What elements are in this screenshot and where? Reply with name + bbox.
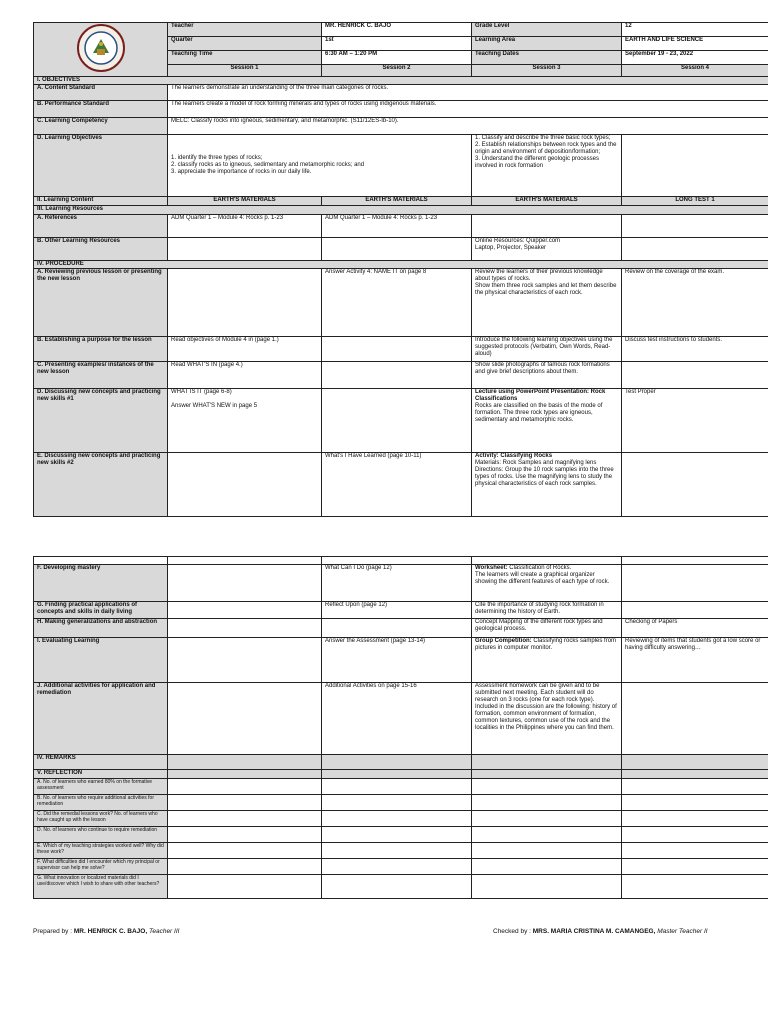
learning-resources-title: III. Learning Resources: [34, 206, 768, 215]
content-s1: EARTH'S MATERIALS: [168, 197, 322, 206]
lesson-log-table-top: [33, 22, 768, 517]
procedure-a-s3-line-1: Review the learners of their previous knowledge about types of rocks.: [475, 269, 603, 282]
procedure-f-s3-title-rest: Classification of Rocks.: [509, 565, 572, 571]
references-s2: ADM Quarter 1 – Module 4: Rocks p. 1-23: [322, 215, 472, 238]
objective-2: 2. classify rocks as to igneous, sedimentary and metamorphic rocks; and: [171, 162, 365, 168]
procedure-i-s3-body: Classifying rocks samples from pictures in computer monitor.: [475, 638, 617, 651]
procedure-c-s2: [322, 362, 472, 389]
procedure-e-s3-title: Activity: Classifying Rocks: [475, 453, 553, 459]
procedure-f-s3-body: The learners will create a graphical organizer showing the different features of each type of rock.: [475, 572, 610, 585]
checked-by-name: MRS. MARIA CRISTINA M. CAMANGEG,: [532, 928, 656, 935]
procedure-j-s2: Additional Activities on page 15-16: [322, 683, 472, 755]
procedure-e-s3-line-1: Materials: Rock Samples and magnifying lens: [475, 460, 597, 466]
grade-value: 12: [622, 23, 768, 37]
procedure-i-s3: [472, 638, 622, 683]
procedure-i-s2: Answer the Assessment (page 13-14): [322, 638, 472, 683]
procedure-c-s1: Read WHAT'S IN (page 4.): [168, 362, 322, 389]
procedure-a-s1: [168, 269, 322, 337]
procedure-e-label: E. Discussing new concepts and practicing new skills #2: [34, 453, 168, 517]
procedure-a-s4: Review on the coverage of the exam.: [622, 269, 768, 337]
teacher-value: MR. HENRICK C. BAJO: [322, 23, 472, 37]
content-s4: LONG TEST 1: [622, 197, 768, 206]
procedure-i-s3-title: Group Competition:: [475, 638, 532, 644]
procedure-g-label: G. Finding practical applications of concepts and skills in daily living: [34, 602, 168, 619]
reflection-c: C. Did the remedial lessons work? No. of learners who have caught up with the lesson: [34, 811, 168, 827]
other-resources-s3-line-1: Online Resources: Quipper.com: [475, 238, 561, 244]
procedure-d-s1-line-2: Answer WHAT'S NEW in page 5: [171, 403, 258, 409]
objective-3: 3. appreciate the importance of rocks in our daily life.: [171, 169, 312, 175]
performance-standard-label: B. Performance Standard: [34, 101, 168, 118]
procedure-i-s4: Reviewing of items that students got a low score or having difficulty answering…: [622, 638, 768, 683]
procedure-i-label: I. Evaluating Learning: [34, 638, 168, 683]
procedure-e-s1: [168, 453, 322, 517]
other-resources-s4: [622, 238, 768, 261]
procedure-f-s3-title: Worksheet:: [475, 565, 508, 571]
reflection-e: E. Which of my teaching strategies worked well? Why did these work?: [34, 843, 168, 859]
lesson-log-table-bottom: [33, 556, 768, 899]
school-logo-cell: [34, 23, 168, 77]
prepared-by-name: MR. HENRICK C. BAJO,: [73, 928, 148, 935]
session-1-header: Session 1: [168, 65, 322, 77]
performance-standard-value: The learners create a model of rock forming minerals and types of rocks using indigenous materials.: [168, 101, 768, 118]
dates-value: September 19 - 23, 2022: [622, 51, 768, 65]
area-label: Learning Area: [472, 37, 622, 51]
procedure-c-s3: Show slide photographs of famous rock formations and give brief descriptions about them.: [472, 362, 622, 389]
teacher-label: Teacher: [168, 23, 322, 37]
reflection-f: F. What difficulties did I encounter which my principal or supervisor can help me solve?: [34, 859, 168, 875]
references-s4: [622, 215, 768, 238]
procedure-f-label: F. Developing mastery: [34, 565, 168, 602]
quarter-label: Quarter: [168, 37, 322, 51]
remarks-title: IV. REMARKS: [34, 755, 168, 770]
session-2-header: Session 2: [322, 65, 472, 77]
time-value: 6:30 AM – 1:20 PM: [322, 51, 472, 65]
learning-objectives-s12: [168, 135, 472, 197]
prepared-by-label: Prepared by :: [33, 928, 73, 935]
procedure-d-s3-title: Lecture using PowerPoint Presentation: Rock Classifications: [475, 389, 606, 402]
session-4-header: Session 4: [622, 65, 768, 77]
content-s2: EARTH'S MATERIALS: [322, 197, 472, 206]
procedure-title: IV. PROCEDURE: [34, 261, 768, 269]
learning-objectives-label: D. Learning Objectives: [34, 135, 168, 197]
time-label: Teaching Time: [168, 51, 322, 65]
procedure-h-s4: Checking of Papers: [622, 619, 768, 638]
procedure-a-s3: [472, 269, 622, 337]
procedure-d-s1-line-1: WHAT IS IT (page 6-8): [171, 389, 232, 395]
reflection-g: G. What innovation or localized materials did I use/discover which I wish to share with other teachers?: [34, 875, 168, 899]
procedure-d-s1: [168, 389, 322, 453]
procedure-b-label: B. Establishing a purpose for the lesson: [34, 337, 168, 362]
procedure-i-s1: [168, 638, 322, 683]
grade-label: Grade Level: [472, 23, 622, 37]
objective-s3-2: 2. Establish relationships between rock types and the origin and environment of deposition/formation;: [475, 142, 617, 155]
reflection-a: A. No. of learners who earned 80% on the formative assessment: [34, 779, 168, 795]
procedure-f-s4: [622, 565, 768, 602]
procedure-f-s1: [168, 565, 322, 602]
area-value: EARTH AND LIFE SCIENCE: [622, 37, 768, 51]
objective-s3-1: 1. Classify and describe the three basic rock types;: [475, 135, 611, 141]
learning-objectives-s3: [472, 135, 622, 197]
procedure-d-s4: Test Proper: [622, 389, 768, 453]
content-standard-value: The learners demonstrate an understanding of the three main categories of rocks.: [168, 85, 768, 101]
quarter-value: 1st: [322, 37, 472, 51]
other-resources-s1: [168, 238, 322, 261]
procedure-j-s3: Assessment homework can be given and to be submitted next meeting. Each student will do research on 3 rocks (one for each rock type). Included in the discussion are the following: history of formation, common environment of formation, common textures, common use of the rock and the localities in the Philippines where you can find them.: [472, 683, 622, 755]
procedure-d-label: D. Discussing new concepts and practicing new skills #1: [34, 389, 168, 453]
other-resources-s3-line-2: Laptop, Projector, Speaker: [475, 245, 547, 251]
other-resources-s3: [472, 238, 622, 261]
procedure-b-s3: Introduce the following learning objectives using the suggested protocols (Verbatim, Own Words, Read-aloud): [472, 337, 622, 362]
procedure-h-s2: [322, 619, 472, 638]
procedure-a-label: A. Reviewing previous lesson or presenting the new lesson: [34, 269, 168, 337]
references-s1: ADM Quarter 1 – Module 4: Rocks p. 1-23: [168, 215, 322, 238]
procedure-g-s4: [622, 602, 768, 619]
procedure-d-s3: [472, 389, 622, 453]
procedure-b-s2: [322, 337, 472, 362]
procedure-f-s2: What Can I Do (page 12): [322, 565, 472, 602]
procedure-j-label: J. Additional activities for application and remediation: [34, 683, 168, 755]
session-3-header: Session 3: [472, 65, 622, 77]
procedure-b-s4: Discuss test instructions to students.: [622, 337, 768, 362]
procedure-c-s4: [622, 362, 768, 389]
prepared-by: [33, 928, 179, 935]
procedure-g-s3: Cite the importance of studying rock formation in determining the history of Earth.: [472, 602, 622, 619]
objective-s3-3: 3. Understand the different geologic processes involved in rock formation: [475, 156, 599, 169]
reflection-b: B. No. of learners who require additional activities for remediation: [34, 795, 168, 811]
procedure-d-s2: [322, 389, 472, 453]
objectives-title: I. OBJECTIVES: [34, 77, 768, 85]
procedure-e-s3: [472, 453, 622, 517]
procedure-e-s2: What's I Have Learned (page 10-11): [322, 453, 472, 517]
prepared-by-title: Teacher III: [148, 928, 180, 935]
learning-objectives-s4: [622, 135, 768, 197]
other-resources-s2: [322, 238, 472, 261]
procedure-c-label: C. Presenting examples/ instances of the new lesson: [34, 362, 168, 389]
competency-label: C. Learning Competency: [34, 118, 168, 135]
competency-value: MELC: Classify rocks into igneous, sedimentary, and metamorphic. (S11/12ES-Ib-10).: [168, 118, 768, 135]
content-standard-label: A. Content Standard: [34, 85, 168, 101]
content-s3: EARTH'S MATERIALS: [472, 197, 622, 206]
procedure-j-s1: [168, 683, 322, 755]
procedure-h-s1: [168, 619, 322, 638]
procedure-e-s3-line-2: Directions: Group the 10 rock samples into the three types of rocks. Use the magnifying lens to study the physical characteristics of each rock samples.: [475, 467, 614, 487]
checked-by-label: Checked by :: [493, 928, 531, 935]
checked-by: [493, 928, 708, 935]
procedure-g-s1: [168, 602, 322, 619]
procedure-h-s3: Concept Mapping of the different rock types and geological process.: [472, 619, 622, 638]
dates-label: Teaching Dates: [472, 51, 622, 65]
school-seal-icon: [66, 23, 136, 73]
learning-content-label: II. Learning Content: [34, 197, 168, 206]
references-label: A. References: [34, 215, 168, 238]
procedure-j-s4: [622, 683, 768, 755]
references-s3: [472, 215, 622, 238]
procedure-b-s1: Read objectives of Module 4 in (page 1.): [168, 337, 322, 362]
procedure-e-s4: [622, 453, 768, 517]
procedure-a-s2: Answer Activity 4: NAME IT on page 8: [322, 269, 472, 337]
objective-1: 1. identify the three types of rocks;: [171, 155, 263, 161]
procedure-d-s3-body: Rocks are classified on the basis of the mode of formation. The three rock types are igneous, sedimentary and metamorphic rocks.: [475, 403, 603, 423]
procedure-g-s2: Reflect Upon (page 12): [322, 602, 472, 619]
reflection-title: V. REFLECTION: [34, 770, 168, 779]
reflection-d: D. No. of learners who continue to require remediation: [34, 827, 168, 843]
procedure-a-s3-line-2: Show them three rock samples and let them describe the physical characteristics of each rock.: [475, 283, 617, 296]
checked-by-title: Master Teacher II: [657, 928, 708, 935]
procedure-f-s3: [472, 565, 622, 602]
procedure-h-label: H. Making generalizations and abstraction: [34, 619, 168, 638]
other-resources-label: B. Other Learning Resources: [34, 238, 168, 261]
